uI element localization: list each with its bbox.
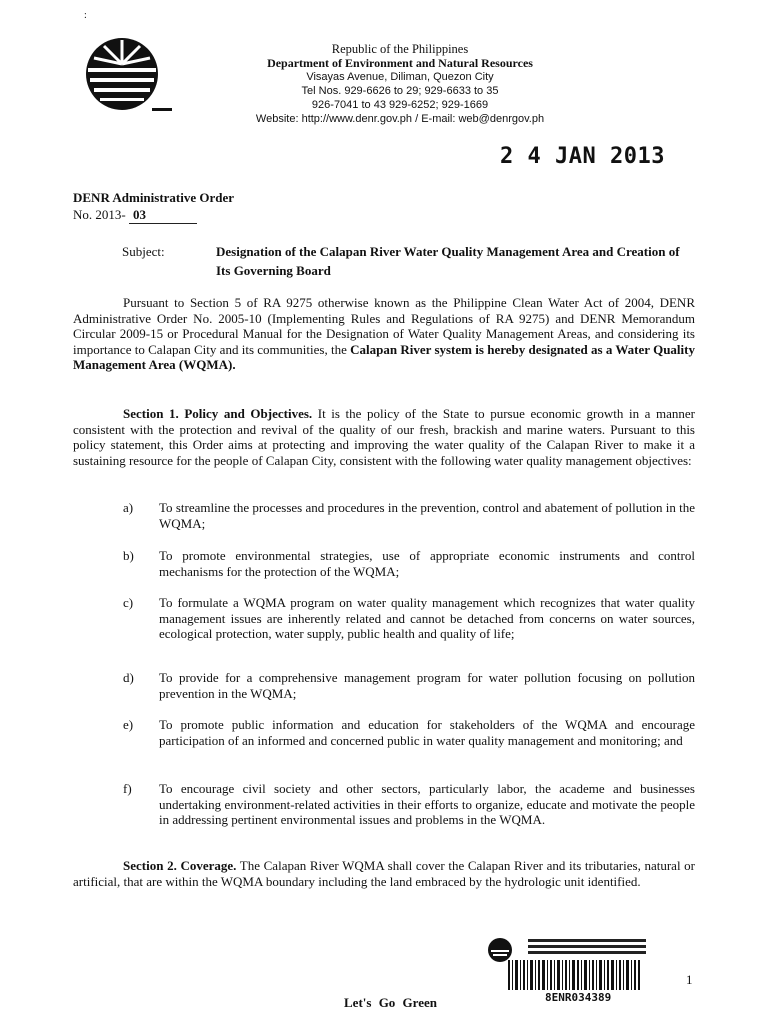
header-address: Visayas Avenue, Diliman, Quezon City — [306, 71, 494, 83]
objective-text: To provide for a comprehensive management program for water pollution focusing on pollution prevention in the WQMA; — [159, 670, 695, 701]
order-number — [73, 207, 197, 224]
subject-label: Subject: — [122, 244, 165, 259]
header-republic: Republic of the Philippines — [331, 42, 469, 56]
objective-label: c) — [123, 595, 134, 610]
objective-label: d) — [123, 670, 134, 685]
header-tel-2: 926-7041 to 43 929-6252; 929-1669 — [311, 99, 489, 111]
intro-text: Pursuant to Section 5 of RA 9275 otherwise known as the Philippine Clean Water Act of 2004, DENR Administrative Order No. 2005-10 (Implementing Rules and Regulations of RA 9275) and DENR Memorandum Circular 2009-15 or Procedural Manual for the Designation of Water Quality Management Areas, and considering its importance to Calapan City and its communities, the — [73, 295, 695, 357]
intro-paragraph — [73, 295, 695, 373]
barcode-number: 8ENR034389 — [545, 991, 612, 1004]
header-website: Website: http://www.denr.gov.ph / E-mail: web@denrgov.ph — [255, 113, 545, 125]
order-number-value: 03 — [129, 207, 197, 224]
section-2-text: The Calapan River WQMA shall cover the Calapan River and its tributaries, natural or artificial, that are within the WQMA boundary including the land embraced by the hydrologic unit identified. — [73, 858, 696, 889]
section-2-paragraph — [73, 858, 695, 889]
objective-text: To formulate a WQMA program on water quality management which recognizes that water quality management issues are inherently related and cannot be detached from concerns on water sources, ecological protection, water supply, public health and quality of life; — [159, 595, 695, 642]
objective-text: To promote environmental strategies, use of appropriate economic instruments and control mechanisms for the protection of the WQMA; — [159, 548, 695, 579]
letterhead — [170, 42, 630, 126]
order-title: DENR Administrative Order — [73, 190, 235, 205]
order-number-prefix: No. 2013- — [73, 207, 126, 222]
date-stamp: 2 4 JAN 2013 — [500, 144, 665, 169]
section-1-text: It is the policy of the State to pursue economic growth in a manner consistent with the protection and revival of the quality of our fresh, brackish and marine waters. Pursuant to this policy statement, this Order aims at protecting and improving the water quality of the Calapan River to make it a sustaining resource for the people of Calapan City, consistent with the following water quality management objectives: — [73, 406, 695, 468]
objective-label: e) — [123, 717, 134, 732]
section-2-heading: Section 2. Coverage. — [123, 858, 237, 873]
objective-label: b) — [123, 548, 134, 563]
footer-slogan: Let's Go Green — [344, 995, 437, 1010]
intro-bold: Calapan River system is hereby designated as a Water Quality Management Area (WQMA). — [73, 341, 695, 373]
objective-text: To streamline the processes and procedures in the prevention, control and abatement of pollution in the WQMA; — [159, 500, 695, 531]
header-tel-1: Tel Nos. 929-6626 to 29; 929-6633 to 35 — [301, 85, 499, 97]
receiving-stamp-text — [528, 939, 646, 957]
section-1-paragraph — [73, 406, 695, 468]
header-department: Department of Environment and Natural Resources — [267, 56, 533, 70]
objective-text: To encourage civil society and other sectors, particularly labor, the academe and businesses undertaking environment-related activities in their efforts to organize, educate and motivate the people in addressing pertinent environmental issues and problems in the WQMA. — [159, 781, 695, 828]
denr-logo-icon — [74, 28, 174, 120]
section-1-heading: Section 1. Policy and Objectives. — [123, 406, 313, 421]
objective-text: To promote public information and education for stakeholders of the WQMA and encourage participation of an informed and concerned public in water quality management and monitoring; and — [159, 717, 695, 748]
scan-mark: : — [84, 10, 87, 21]
page-number: 1 — [686, 972, 693, 987]
objective-label: a) — [123, 500, 134, 515]
barcode-icon — [508, 960, 640, 990]
objective-label: f) — [123, 781, 132, 796]
subject-text: Designation of the Calapan River Water Quality Management Area and Creation of Its Governing Board — [216, 244, 680, 278]
